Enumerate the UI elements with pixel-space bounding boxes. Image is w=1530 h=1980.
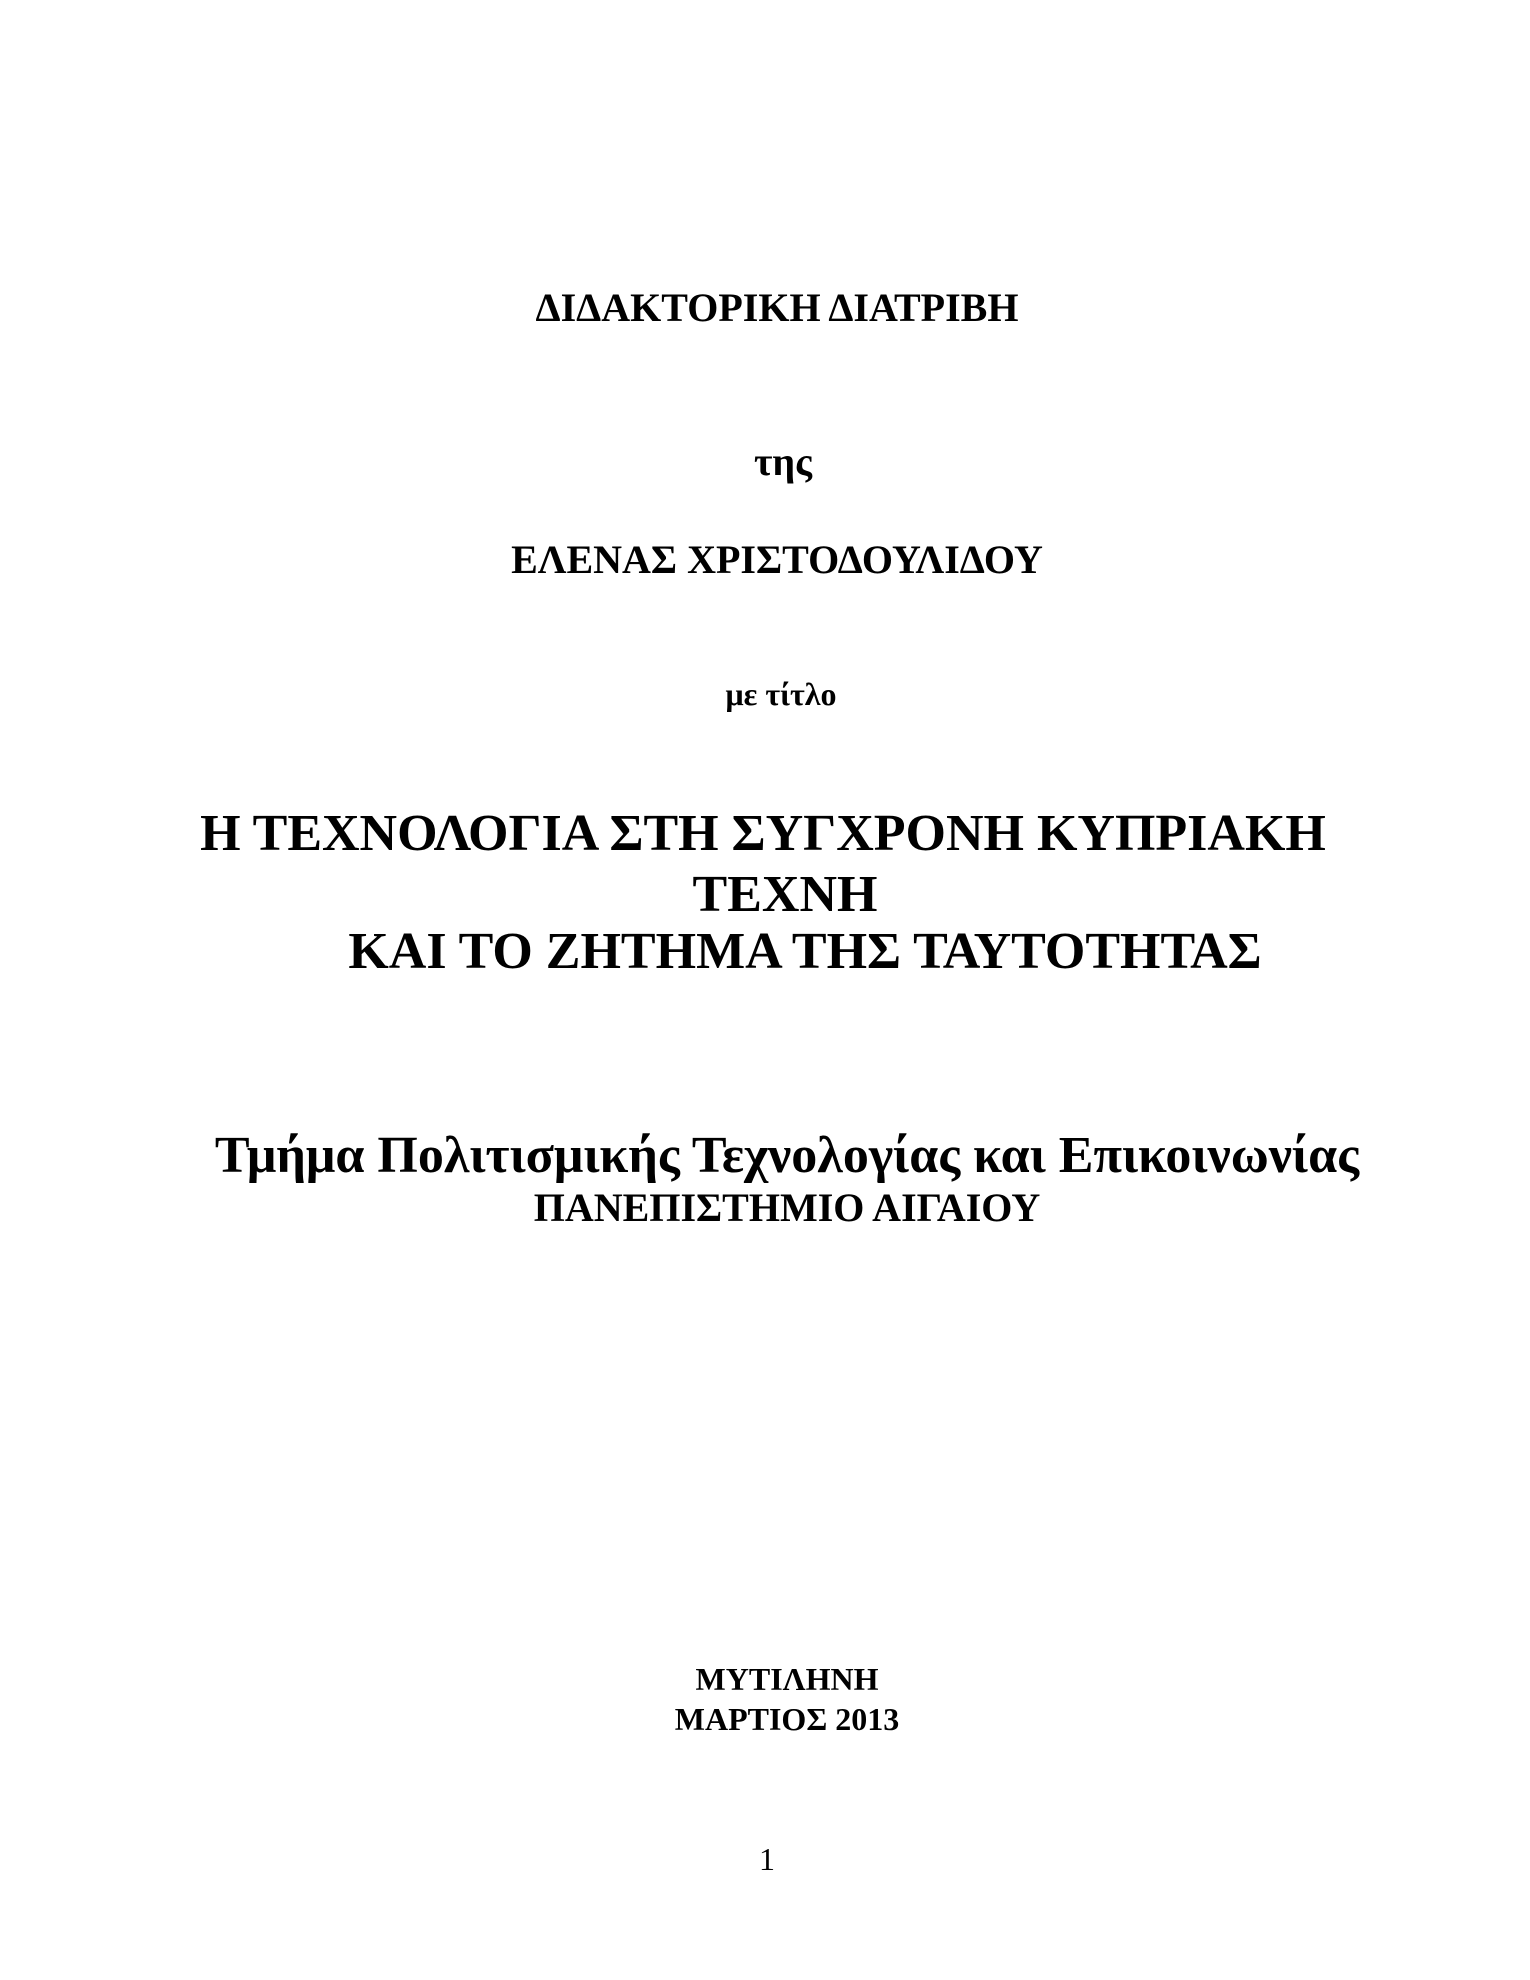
department-name: Τμήμα Πολιτισμικής Τεχνολογίας και Επικοινωνίας <box>214 1127 1360 1184</box>
author-preposition: της <box>753 439 813 484</box>
city-name: ΜΥΤΙΛΗΝΗ <box>695 1661 879 1697</box>
submission-date: ΜΑΡΤΙΟΣ 2013 <box>674 1701 900 1737</box>
thesis-title-line-3: ΚΑΙ ΤΟ ΖΗΤΗΜΑ ΤΗΣ ΤΑΥΤΟΤΗΤΑΣ <box>348 923 1262 980</box>
author-name: ΕΛΕΝΑΣ ΧΡΙΣΤΟΔΟΥΛΙΔΟΥ <box>511 537 1043 582</box>
title-intro: με τίτλο <box>725 676 837 712</box>
thesis-title-line-1: Η ΤΕΧΝΟΛΟΓΙΑ ΣΤΗ ΣΥΓΧΡΟΝΗ ΚΥΠΡΙΑΚΗ <box>200 805 1326 862</box>
university-name: ΠΑΝΕΠΙΣΤΗΜΙΟ ΑΙΓΑΙΟΥ <box>533 1185 1041 1230</box>
document-type-heading: ΔΙΔΑΚΤΟΡΙΚΗ ΔΙΑΤΡΙΒΗ <box>535 285 1019 330</box>
thesis-title-line-2: ΤΕΧΝΗ <box>692 866 878 923</box>
page-number: 1 <box>759 1841 775 1877</box>
